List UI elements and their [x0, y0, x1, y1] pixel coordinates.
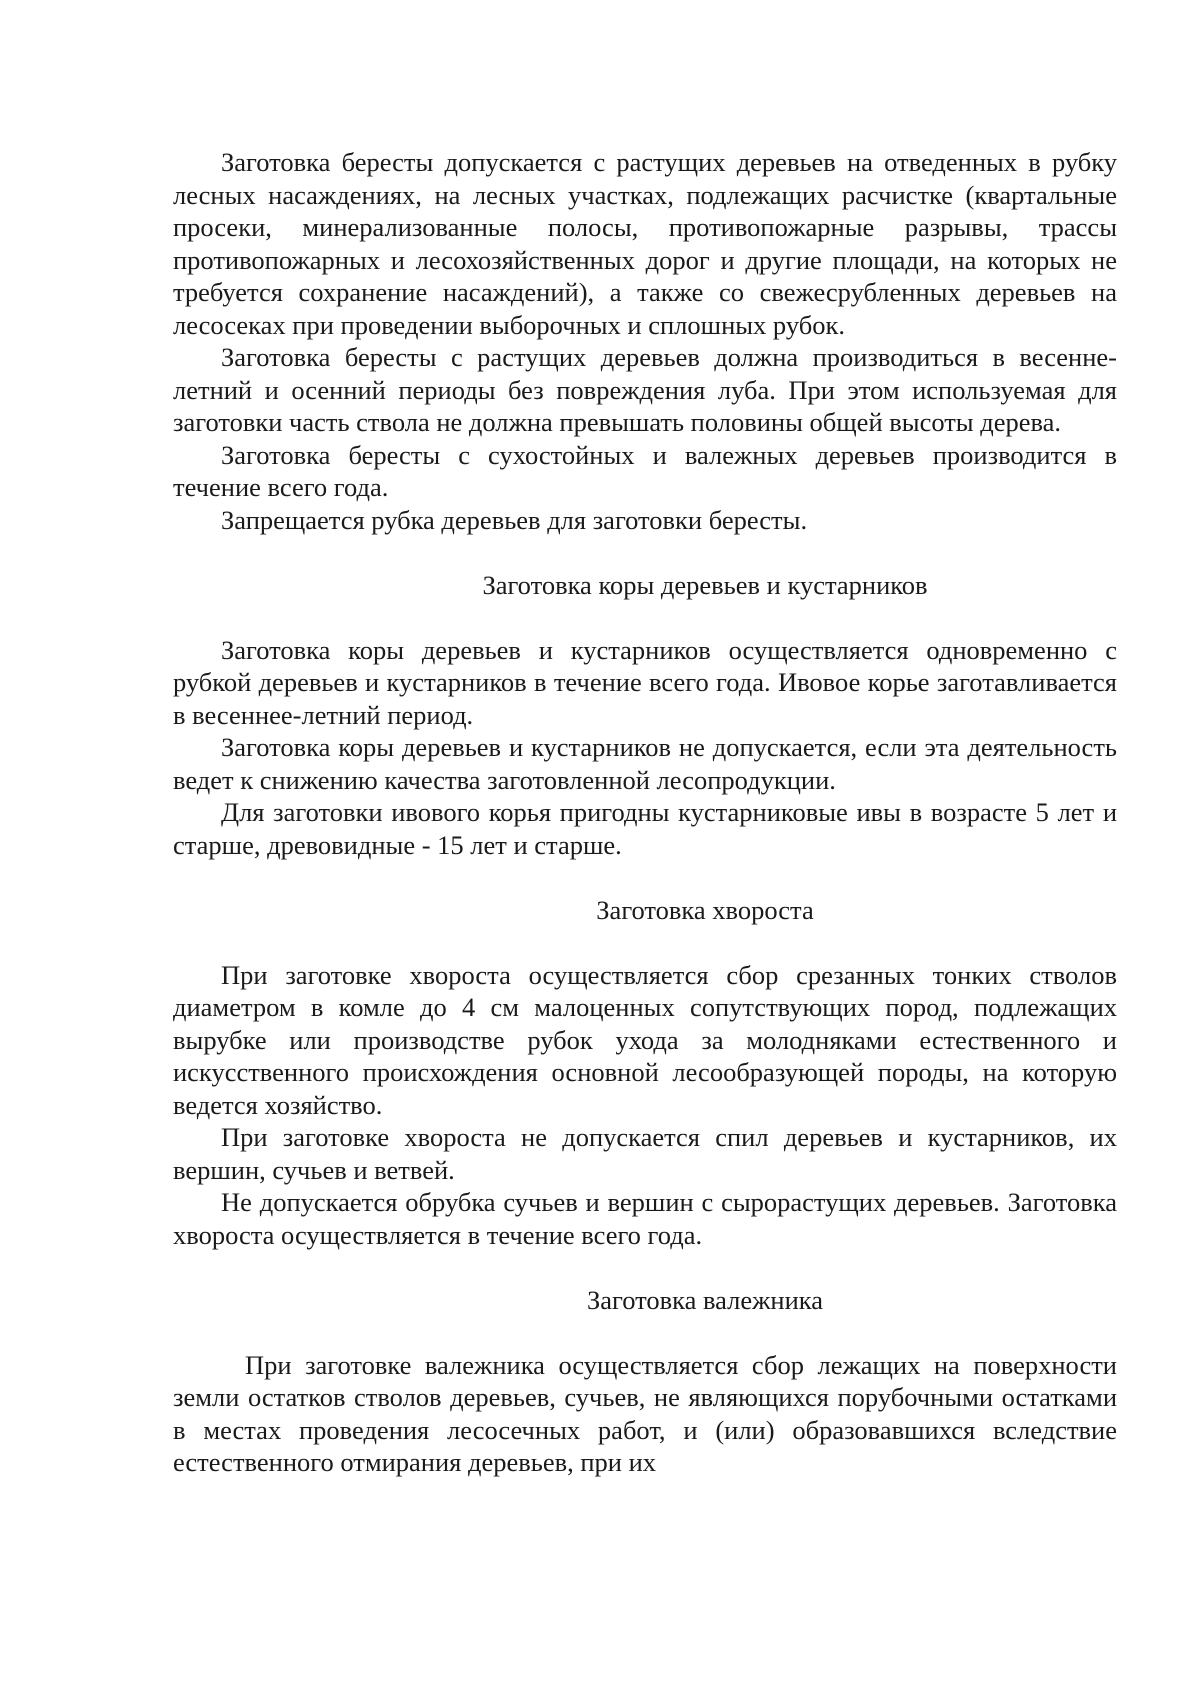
- paragraph: Для заготовки ивового корья пригодны кустарниковые ивы в возрасте 5 лет и старше, древовидные - 15 лет и старше.: [173, 797, 1117, 860]
- document-body: [173, 146, 1117, 1479]
- section-heading: Заготовка коры деревьев и кустарников: [482, 569, 928, 600]
- section-bark: [173, 569, 1117, 862]
- section-brushwood: [173, 894, 1117, 1252]
- paragraph: Заготовка бересты с сухостойных и валежных деревьев производится в течение всего года.: [173, 439, 1117, 502]
- section-heading: Заготовка хвороста: [596, 894, 814, 925]
- intro-section: [173, 146, 1117, 536]
- paragraph: При заготовке валежника осуществляется сбор лежащих на поверхности земли остатков стволов деревьев, сучьев, не являющихся порубочными остатками в местах проведения лесосечных работ, и (или) образовавшихся вследствие естественного отмирания деревьев, при их: [173, 1349, 1117, 1477]
- paragraph: При заготовке хвороста осуществляется сбор срезанных тонких стволов диаметром в комле до 4 см малоценных сопутствующих пород, подлежащих вырубке или производстве рубок ухода за молодняками естественного и искусственного происхождения основной лесообразующей породы, на которую ведется хозяйство.: [173, 959, 1117, 1120]
- paragraph: Не допускается обрубка сучьев и вершин с сырорастущих деревьев. Заготовка хвороста осуществляется в течение всего года.: [173, 1187, 1117, 1250]
- paragraph: Заготовка бересты допускается с растущих деревьев на отведенных в рубку лесных насаждениях, на лесных участках, подлежащих расчистке (квартальные просеки, минерализованные полосы, противопожарные разрывы, трассы противопожарных и лесохозяйственных дорог и другие площади, на которых не требуется сохранение насаждений), а также со свежесрубленных деревьев на лесосеках при проведении выборочных и сплошных рубок.: [173, 147, 1117, 340]
- paragraph: Заготовка коры деревьев и кустарников осуществляется одновременно с рубкой деревьев и кустарников в течение всего года. Ивовое корье заготавливается в весеннее-летний период.: [173, 634, 1117, 730]
- section-deadwood: [173, 1284, 1117, 1479]
- paragraph: Заготовка бересты с растущих деревьев должна производиться в весенне-летний и осенний периоды без повреждения луба. При этом используемая для заготовки часть ствола не должна превышать половины общей высоты дерева.: [173, 342, 1117, 437]
- paragraph: Заготовка коры деревьев и кустарников не допускается, если эта деятельность ведет к снижению качества заготовленной лесопродукции.: [173, 732, 1117, 795]
- paragraph: При заготовке хвороста не допускается спил деревьев и кустарников, их вершин, сучьев и ветвей.: [173, 1122, 1117, 1185]
- section-heading: Заготовка валежника: [586, 1284, 824, 1315]
- paragraph: Запрещается рубка деревьев для заготовки бересты.: [221, 504, 808, 535]
